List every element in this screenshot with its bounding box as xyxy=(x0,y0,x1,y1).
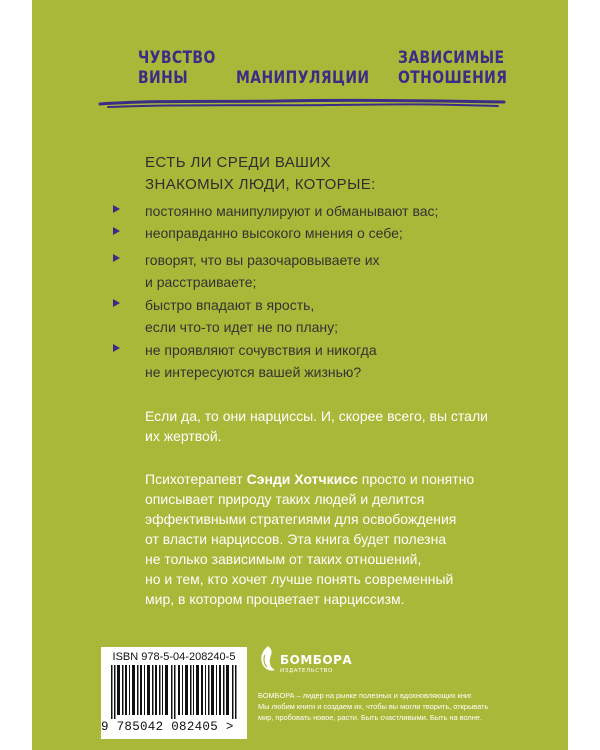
triangle-bullet-icon xyxy=(113,227,120,235)
barcode-digits: 9 785042 082405 > xyxy=(101,720,234,734)
keyword-dependency: ЗАВИСИМЫЕ ОТНОШЕНИЯ xyxy=(398,48,508,88)
triangle-bullet-icon xyxy=(113,344,120,352)
triangle-bullet-icon xyxy=(113,205,120,213)
barcode-box xyxy=(101,647,247,739)
author-name: Сэнди Хотчкисс xyxy=(246,471,358,487)
publisher-blurb: БОМБОРА – лидер на рынке полезных и вдохновляющих книг. Мы любим книги и создаем их, чтобы вы могли творить, открывать мир, пробовать новое, расти. Быть счастливыми. Быть на волне. xyxy=(258,691,489,722)
publisher-subtitle: ИЗДАТЕЛЬСТВО xyxy=(280,668,333,674)
isbn-text: ISBN 978-5-04-208240-5 xyxy=(112,651,236,663)
question-heading: ЕСТЬ ЛИ СРЕДИ ВАШИХ ЗНАКОМЫХ ЛЮДИ, КОТОРЫЕ: xyxy=(145,154,376,193)
triangle-bullet-icon xyxy=(113,254,120,262)
scribble-underline xyxy=(98,96,508,112)
barcode-icon xyxy=(111,665,237,719)
keyword-guilt: ЧУВСТВО ВИНЫ xyxy=(138,48,216,88)
description-paragraph: Психотерапевт Сэнди Хотчкисс просто и понятно описывает природу таких людей и делится эффективными стратегиями для освобождения от власти нарциссов. Эта книга будет полезна не только зависимым от таких отношений, но и тем, кто хочет лучше понять современный мир, в котором процветает нарциссизм. xyxy=(145,471,475,607)
description-first-line: Психотерапевт Сэнди Хотчкисс просто и понятно xyxy=(145,471,475,487)
answer-paragraph: Если да, то они нарциссы. И, скорее всего, вы стали их жертвой. xyxy=(145,408,488,444)
publisher-name: БОМБОРА xyxy=(280,653,353,667)
bombora-wave-logo-icon xyxy=(258,645,278,675)
triangle-bullet-icon xyxy=(113,299,120,307)
keyword-manipulation: МАНИПУЛЯЦИИ xyxy=(236,68,370,88)
